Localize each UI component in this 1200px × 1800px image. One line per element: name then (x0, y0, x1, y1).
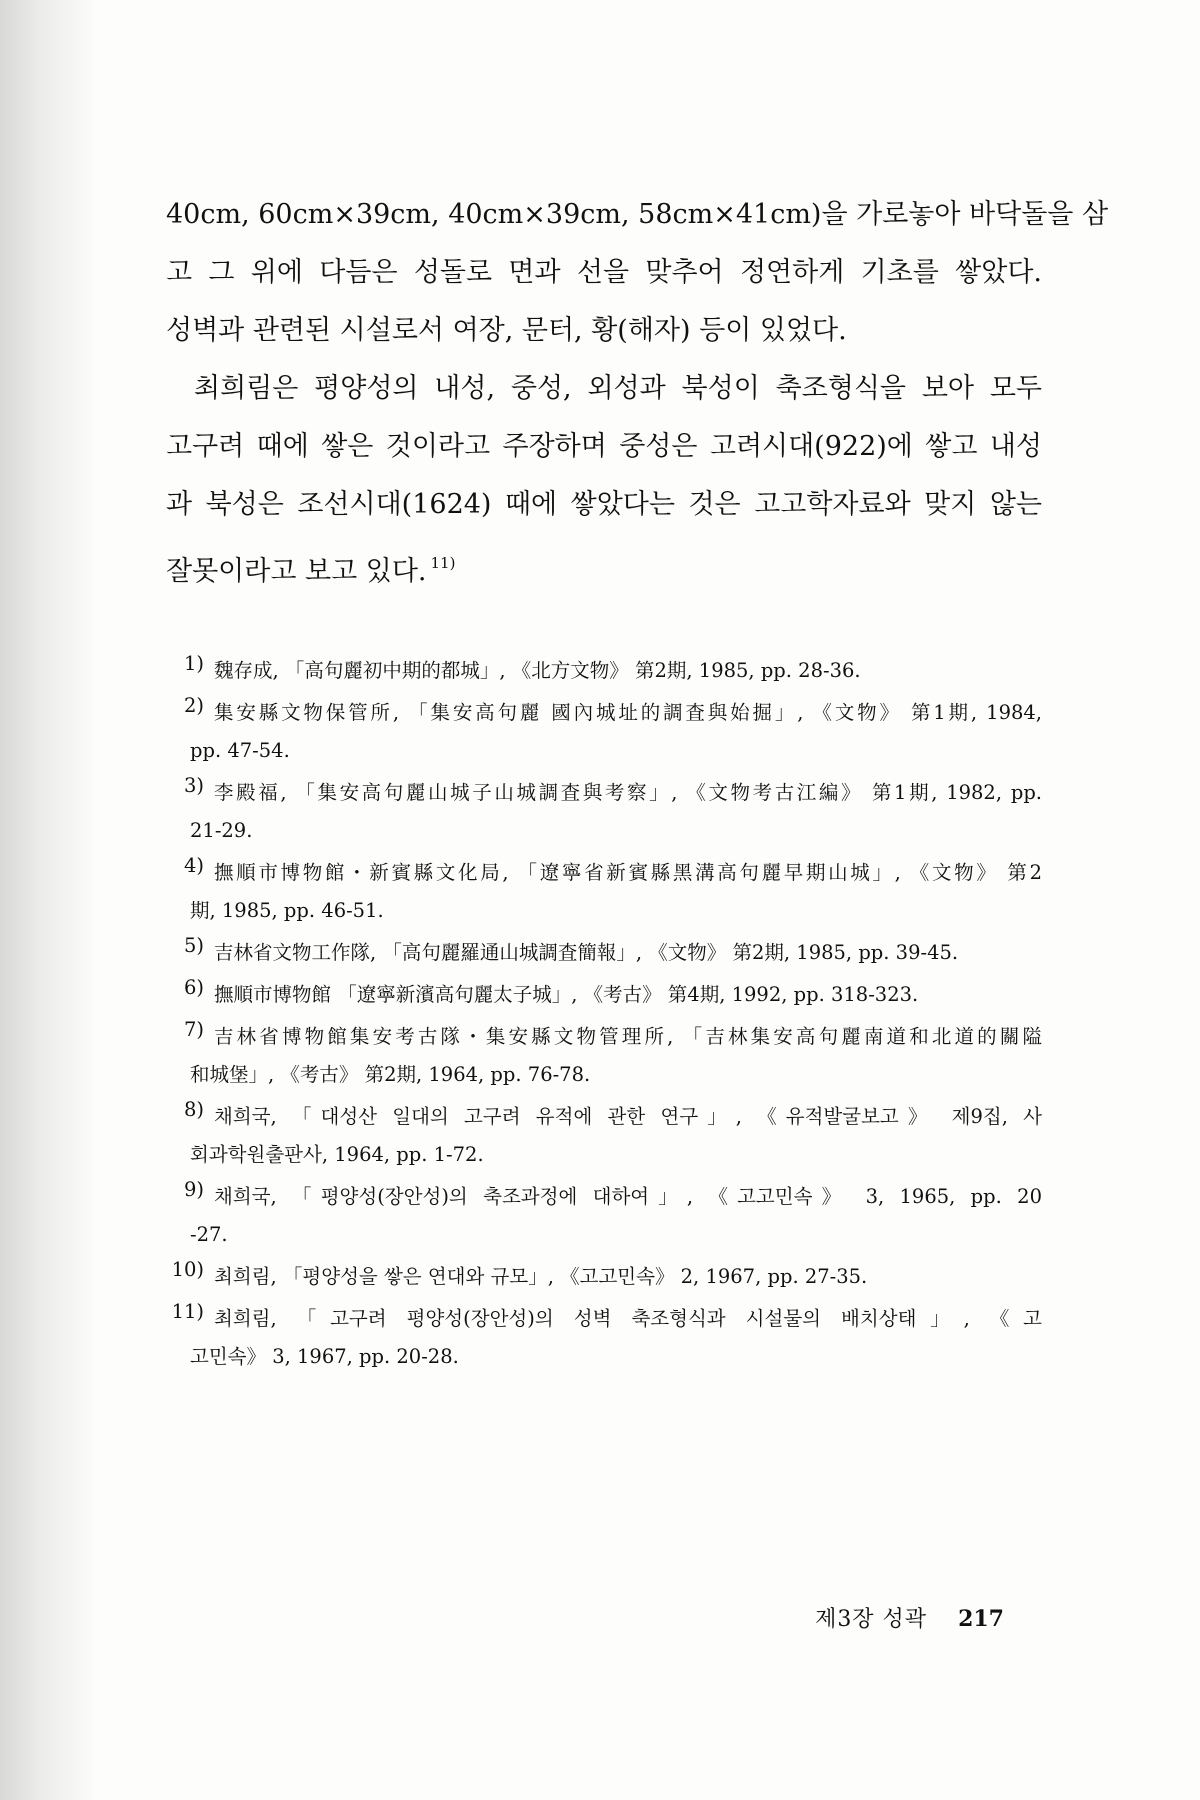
footnote-number: 5) (183, 934, 204, 957)
footnote (166, 1178, 1042, 1254)
page-number: 217 (958, 1606, 1004, 1632)
footnote-text: 최희림, 「평양성을 쌓은 연대와 규모」, 《고고민속》 2, 1967, pp. 27-35. (214, 1265, 868, 1288)
body-line-last (166, 534, 1042, 592)
footnote-text-cont: 和城堡」, 《考古》 第2期, 1964, pp. 76-78. (190, 1063, 591, 1086)
footnote-text: 撫順市博物館 「遼寧新濱高句麗太子城」, 《考古》 第4期, 1992, pp. 318-323. (214, 983, 919, 1006)
footnote (166, 694, 1042, 770)
footnote-text: 撫順市博物館・新賓縣文化局, 「遼寧省新賓縣黑溝高句麗早期山城」, 《文物》 第2 (214, 861, 1042, 884)
footnote-text: 集安縣文物保管所, 「集安高句麗 國內城址的調査與始掘」, 《文物》 第1期, 1984, (214, 701, 1042, 724)
footnote-text-cont: 고민속》 3, 1967, pp. 20-28. (190, 1345, 459, 1368)
footnote (166, 1300, 1042, 1376)
body-line: 최희림은 평양성의 내성, 중성, 외성과 북성이 축조형식을 보아 모두 (194, 373, 1042, 404)
footnote (166, 774, 1042, 850)
footnote-number: 9) (183, 1178, 204, 1201)
footnote-text-cont: pp. 47-54. (190, 739, 290, 762)
footnote-number: 6) (183, 976, 204, 999)
body-paragraphs (166, 186, 1109, 592)
footnote-number: 10) (171, 1258, 204, 1281)
footnote-number: 3) (183, 774, 204, 797)
footnote-number: 7) (183, 1018, 204, 1041)
footnote (166, 1258, 1042, 1296)
footnote (166, 1018, 1042, 1094)
body-line: 과 북성은 조선시대(1624) 때에 쌓았다는 것은 고고학자료와 맞지 않는 (166, 489, 1042, 520)
footnote-text: 최희림, 「고구려 평양성(장안성)의 성벽 축조형식과 시설물의 배치상태」, 《고 (214, 1307, 1042, 1330)
footnote-text: 채희국, 「대성산 일대의 고구려 유적에 관한 연구」, 《유적발굴보고》 제9집, 사 (214, 1105, 1042, 1128)
footnote-text: 吉林省博物館集安考古隊・集安縣文物管理所, 「吉林集安高句麗南道和北道的關隘 (214, 1025, 1042, 1048)
footnote-number: 8) (183, 1098, 204, 1121)
footnote (166, 1098, 1042, 1174)
footnote (166, 854, 1042, 930)
footnote-text: 채희국, 「평양성(장안성)의 축조과정에 대하여」, 《고고민속》 3, 1965, pp. 20 (214, 1185, 1042, 1208)
footnote-text: 吉林省文物工作隊, 「高句麗羅通山城調査簡報」, 《文物》 第2期, 1985, pp. 39-45. (214, 941, 959, 964)
footnote-number: 11) (171, 1300, 204, 1323)
footnote-text: 魏存成, 「高句麗初中期的都城」, 《北方文物》 第2期, 1985, pp. 28-36. (214, 659, 861, 682)
footnote-text: 李殿福, 「集安高句麗山城子山城調査與考察」, 《文物考古江編》 第1期, 1982, pp. (214, 781, 1042, 804)
footnote-number: 2) (183, 694, 204, 717)
footnote-text-cont: 21-29. (190, 819, 253, 842)
footnote (166, 934, 1042, 972)
footnotes-section (166, 652, 1042, 1380)
body-line: 고 그 위에 다듬은 성돌로 면과 선을 맞추어 정연하게 기초를 쌓았다. (166, 257, 1042, 288)
footnote (166, 652, 1042, 690)
footnote-number: 1) (183, 652, 204, 675)
footnote-reference: 11) (430, 554, 456, 572)
body-line: 고구려 때에 쌓은 것이라고 주장하며 중성은 고려시대(922)에 쌓고 내성 (166, 431, 1042, 462)
footnote-text-cont: 회과학원출판사, 1964, pp. 1-72. (190, 1143, 484, 1166)
page-gutter-shadow (0, 0, 92, 1800)
footnote (166, 976, 1042, 1014)
running-footer-chapter: 제3장 성곽 (815, 1607, 928, 1632)
body-line-text: 잘못이라고 보고 있다. (166, 556, 427, 587)
footnote-text-cont: -27. (190, 1223, 228, 1246)
page-footer (815, 1602, 1004, 1633)
body-line: 성벽과 관련된 시설로서 여장, 문터, 황(해자) 등이 있었다. (166, 315, 847, 346)
footnote-text-cont: 期, 1985, pp. 46-51. (190, 899, 384, 922)
footnote-number: 4) (183, 854, 204, 877)
body-line: 40cm, 60cm×39cm, 40cm×39cm, 58cm×41cm)을 가로놓아 바닥돌을 삼 (166, 199, 1109, 230)
